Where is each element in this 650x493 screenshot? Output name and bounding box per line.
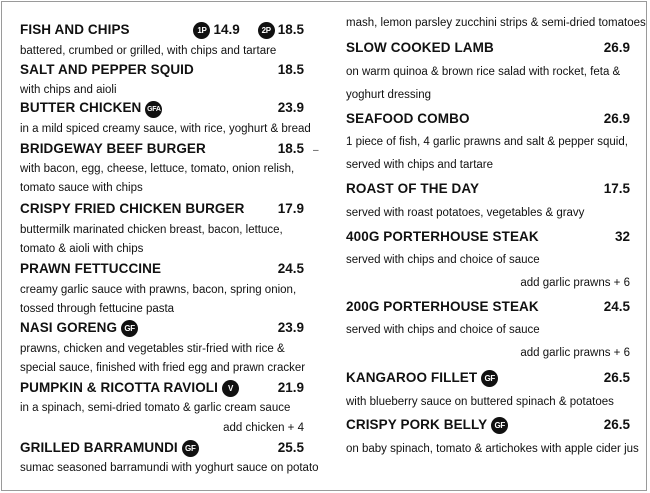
item-price: 32 xyxy=(614,229,630,244)
item-price-1p: 14.9 xyxy=(213,22,240,37)
item-price: 26.5 xyxy=(603,370,630,385)
item-name: BUTTER CHICKEN GFA xyxy=(20,100,162,118)
gluten-free-icon: GF xyxy=(182,440,199,457)
item-name: CRISPY FRIED CHICKEN BURGER xyxy=(20,201,245,216)
item-name: KANGAROO FILLET GF xyxy=(346,370,498,387)
one-person-badge-icon: 1P xyxy=(193,22,210,39)
item-price: 25.5 xyxy=(277,440,304,455)
item-name: SEAFOOD COMBO xyxy=(346,111,470,126)
item-name: ROAST OF THE DAY xyxy=(346,181,480,196)
item-price: 17.9 xyxy=(277,201,304,216)
divider-mark: – xyxy=(313,145,319,156)
item-price: 21.9 xyxy=(277,380,304,395)
menu-item-fish-and-chips xyxy=(20,22,304,42)
vegetarian-icon: V xyxy=(222,380,239,397)
item-name: SALT AND PEPPER SQUID xyxy=(20,62,194,77)
item-price: 26.5 xyxy=(603,417,630,432)
item-name: BRIDGEWAY BEEF BURGER xyxy=(20,141,206,156)
item-price: 18.5 xyxy=(277,141,304,156)
item-price: 24.5 xyxy=(603,299,630,314)
item-name: FISH AND CHIPS xyxy=(20,22,130,37)
gluten-free-available-icon: GFA xyxy=(145,101,162,118)
item-price: 23.9 xyxy=(277,320,304,335)
item-price: 24.5 xyxy=(277,261,304,276)
gluten-free-icon: GF xyxy=(121,320,138,337)
item-price: 26.9 xyxy=(603,111,630,126)
item-name: NASI GORENG GF xyxy=(20,320,138,337)
item-name: 400G PORTERHOUSE STEAK xyxy=(346,229,539,244)
item-name: 200G PORTERHOUSE STEAK xyxy=(346,299,539,314)
item-price: 26.9 xyxy=(603,40,630,55)
two-person-badge-icon: 2P xyxy=(258,22,275,39)
item-name: CRISPY PORK BELLY GF xyxy=(346,417,508,434)
item-name: GRILLED BARRAMUNDI GF xyxy=(20,440,199,457)
gluten-free-icon: GF xyxy=(491,417,508,434)
item-name: SLOW COOKED LAMB xyxy=(346,40,494,55)
item-price: 18.5 xyxy=(277,62,304,77)
item-price: 23.9 xyxy=(277,100,304,115)
item-name: PRAWN FETTUCCINE xyxy=(20,261,162,276)
item-price: 17.5 xyxy=(603,181,630,196)
item-name: PUMPKIN & RICOTTA RAVIOLI V xyxy=(20,380,239,397)
gluten-free-icon: GF xyxy=(481,370,498,387)
item-price-2p: 18.5 xyxy=(277,22,304,37)
item-prices xyxy=(193,22,304,39)
